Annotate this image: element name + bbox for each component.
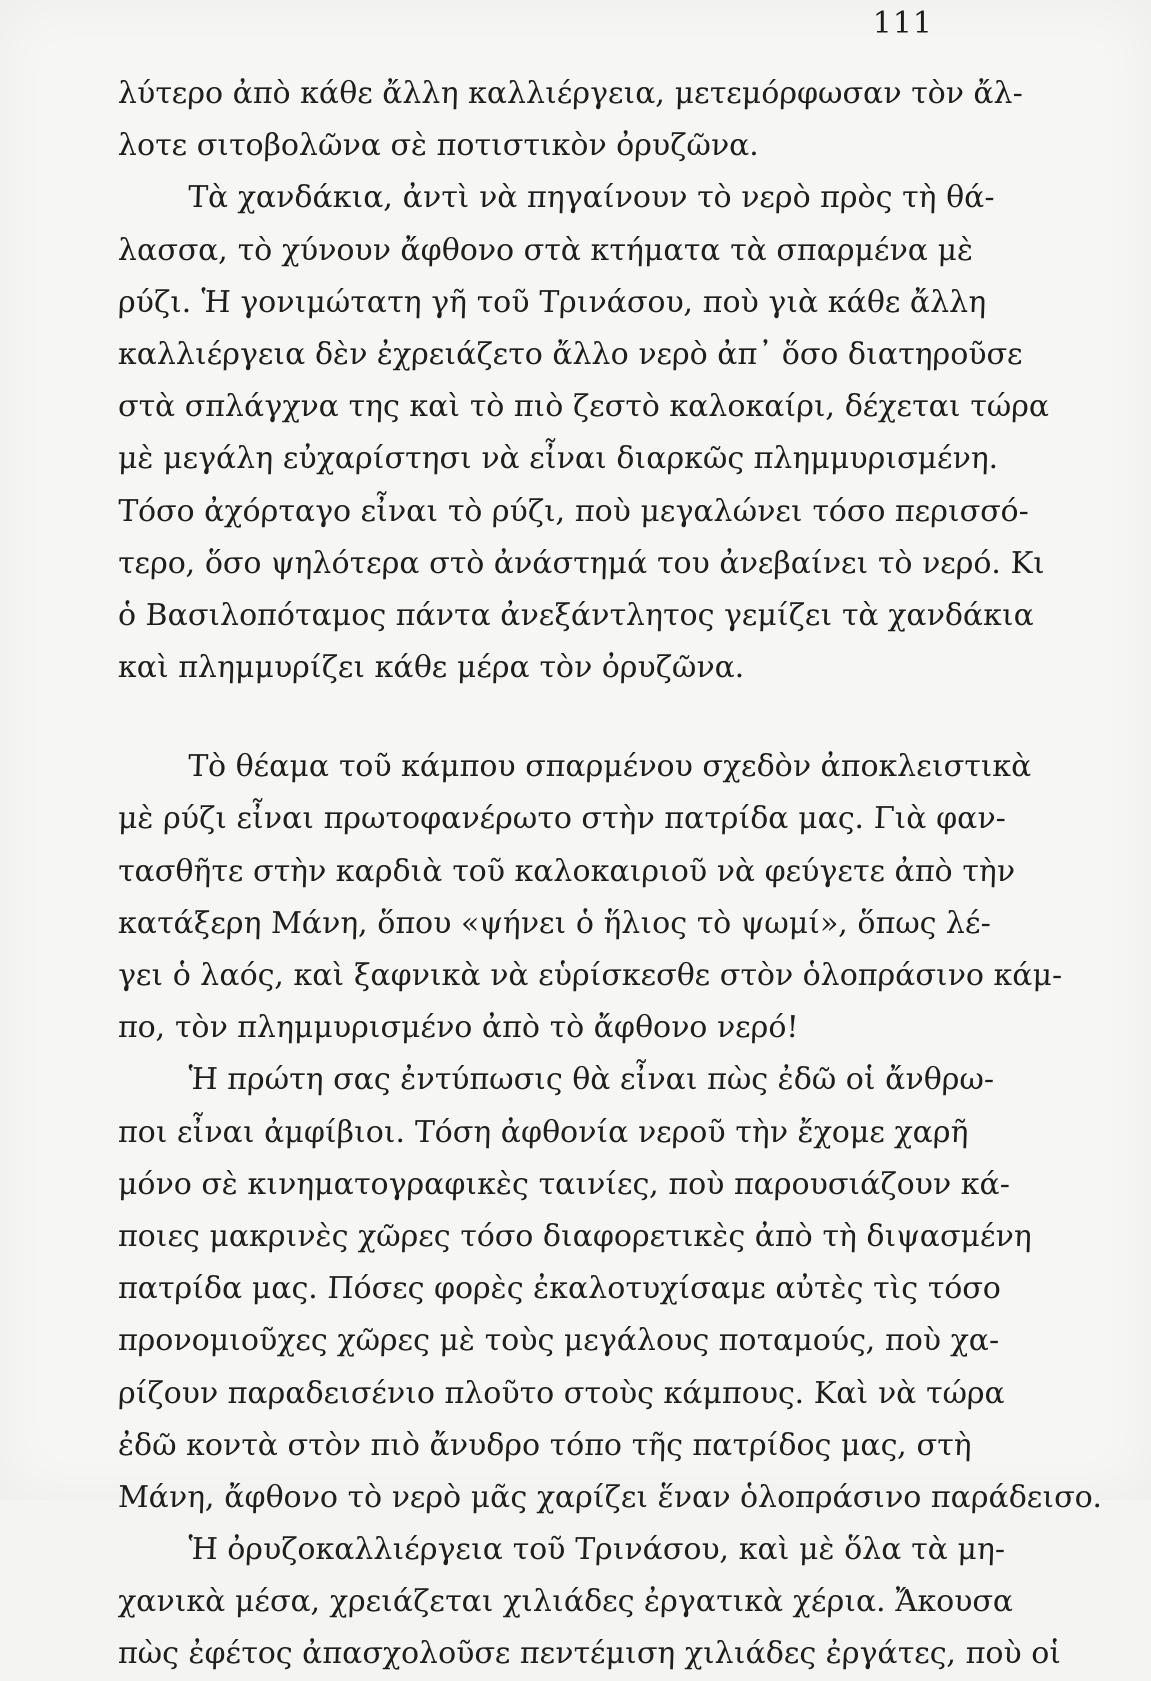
text-line: τασθῆτε στὴν καρδιὰ τοῦ καλοκαιριοῦ νὰ φεύγετε ἀπὸ τὴν <box>117 853 1016 889</box>
text-line: χανικὰ μέσα, χρειάζεται χιλιάδες ἐργατικὰ χέρια. Ἄκουσα <box>117 1584 1014 1620</box>
paragraph-gap <box>118 694 956 741</box>
text-line: Τόσο ἀχόρταγο εἶναι τὸ ρύζι, ποὺ μεγαλώνει τόσο περισσό- <box>117 493 1030 529</box>
text-line: Ἡ πρώτη σας ἐντύπωσις θὰ εἶναι πὼς ἐδῶ οἱ ἄνθρω- <box>187 1062 995 1098</box>
text-line: πὼς ἐφέτος ἀπασχολοῦσε πεντέμιση χιλιάδες ἐργάτες, ποὺ οἱ <box>117 1636 1062 1672</box>
text-line: ρύζι. Ἡ γονιμώτατη γῆ τοῦ Τρινάσου, ποὺ γιὰ κάθε ἄλλη <box>117 284 987 320</box>
text-line: λύτερο ἀπὸ κάθε ἄλλη καλλιέργεια, μετεμόρφωσαν τὸν ἄλ- <box>117 76 1024 111</box>
text-line: Ἡ ὀρυζοκαλλιέργεια τοῦ Τρινάσου, καὶ μὲ ὅλα τὰ μη- <box>187 1532 1006 1568</box>
text-line: Μάνη, ἄφθονο τὸ νερὸ μᾶς χαρίζει ἕναν ὁλοπράσινο παράδεισο. <box>117 1479 1103 1515</box>
text-line: καὶ πλημμυρίζει κάθε μέρα τὸν ὀρυζῶνα. <box>117 650 746 686</box>
text-line: Τὸ θέαμα τοῦ κάμπου σπαρμένου σχεδὸν ἀποκλειστικὰ <box>187 749 1033 785</box>
text-line: λασσα, τὸ χύνουν ἄφθονο στὰ κτήματα τὰ σπαρμένα μὲ <box>117 232 974 268</box>
text-line: γει ὁ λαός, καὶ ξαφνικὰ νὰ εὑρίσκεσθε στὸν ὁλοπράσινο κάμ- <box>117 958 1063 993</box>
text-line: ποιες μακρινὲς χῶρες τόσο διαφορετικὲς ἀπὸ τὴ διψασμένη <box>117 1218 1033 1254</box>
text-line: λοτε σιτοβολῶνα σὲ ποτιστικὸν ὀρυζῶνα. <box>117 128 760 164</box>
text-line: ποι εἶναι ἀμφίβιοι. Τόση ἀφθονία νεροῦ τὴν ἔχομε χαρῆ <box>117 1114 970 1150</box>
text-line: κατάξερη Μάνη, ὅπου «ψήνει ὁ ἥλιος τὸ ψωμί», ὅπως λέ- <box>117 905 992 941</box>
text-line: προνομιοῦχες χῶρες μὲ τοὺς μεγάλους ποταμούς, ποὺ χα- <box>117 1323 1000 1359</box>
text-line: καλλιέργεια δὲν ἐχρειάζετο ἄλλο νερὸ ἀπ᾿ ὅσο διατηροῦσε <box>117 336 1024 372</box>
text-line: μόνο σὲ κινηματογραφικὲς ταινίες, ποὺ παρουσιάζουν κά- <box>117 1166 1011 1202</box>
text-line: ἐδῶ κοντὰ στὸν πιὸ ἄνυδρο τόπο τῆς πατρίδος μας, στὴ <box>117 1427 973 1463</box>
text-line: μὲ ρύζι εἶναι πρωτοφανέρωτο στὴν πατρίδα μας. Γιὰ φαν- <box>117 801 1007 837</box>
text-line: πατρίδα μας. Πόσες φορὲς ἐκαλοτυχίσαμε αὐτὲς τὶς τόσο <box>117 1271 1002 1307</box>
text-line: ὁ Βασιλοπόταμος πάντα ἀνεξάντλητος γεμίζει τὰ χανδάκια <box>117 597 1035 633</box>
text-line: Τὰ χανδάκια, ἀντὶ νὰ πηγαίνουν τὸ νερὸ πρὸς τὴ θά- <box>187 180 996 216</box>
page-number: 111 <box>872 6 933 41</box>
body-text <box>117 68 1103 1681</box>
text-line: μὲ μεγάλη εὐχαρίστησι νὰ εἶναι διαρκῶς πλημμυρισμένη. <box>117 441 999 477</box>
text-line: ρίζουν παραδεισένιο πλοῦτο στοὺς κάμπους. Καὶ νὰ τώρα <box>117 1375 1006 1411</box>
text-line: στὰ σπλάγχνα της καὶ τὸ πιὸ ζεστὸ καλοκαίρι, δέχεται τώρα <box>117 389 1050 425</box>
text-line: πο, τὸν πλημμυρισμένο ἀπὸ τὸ ἄφθονο νερό! <box>117 1010 800 1046</box>
text-line: τερο, ὅσο ψηλότερα στὸ ἀνάστημά του ἀνεβαίνει τὸ νερό. Κι <box>117 545 1046 581</box>
